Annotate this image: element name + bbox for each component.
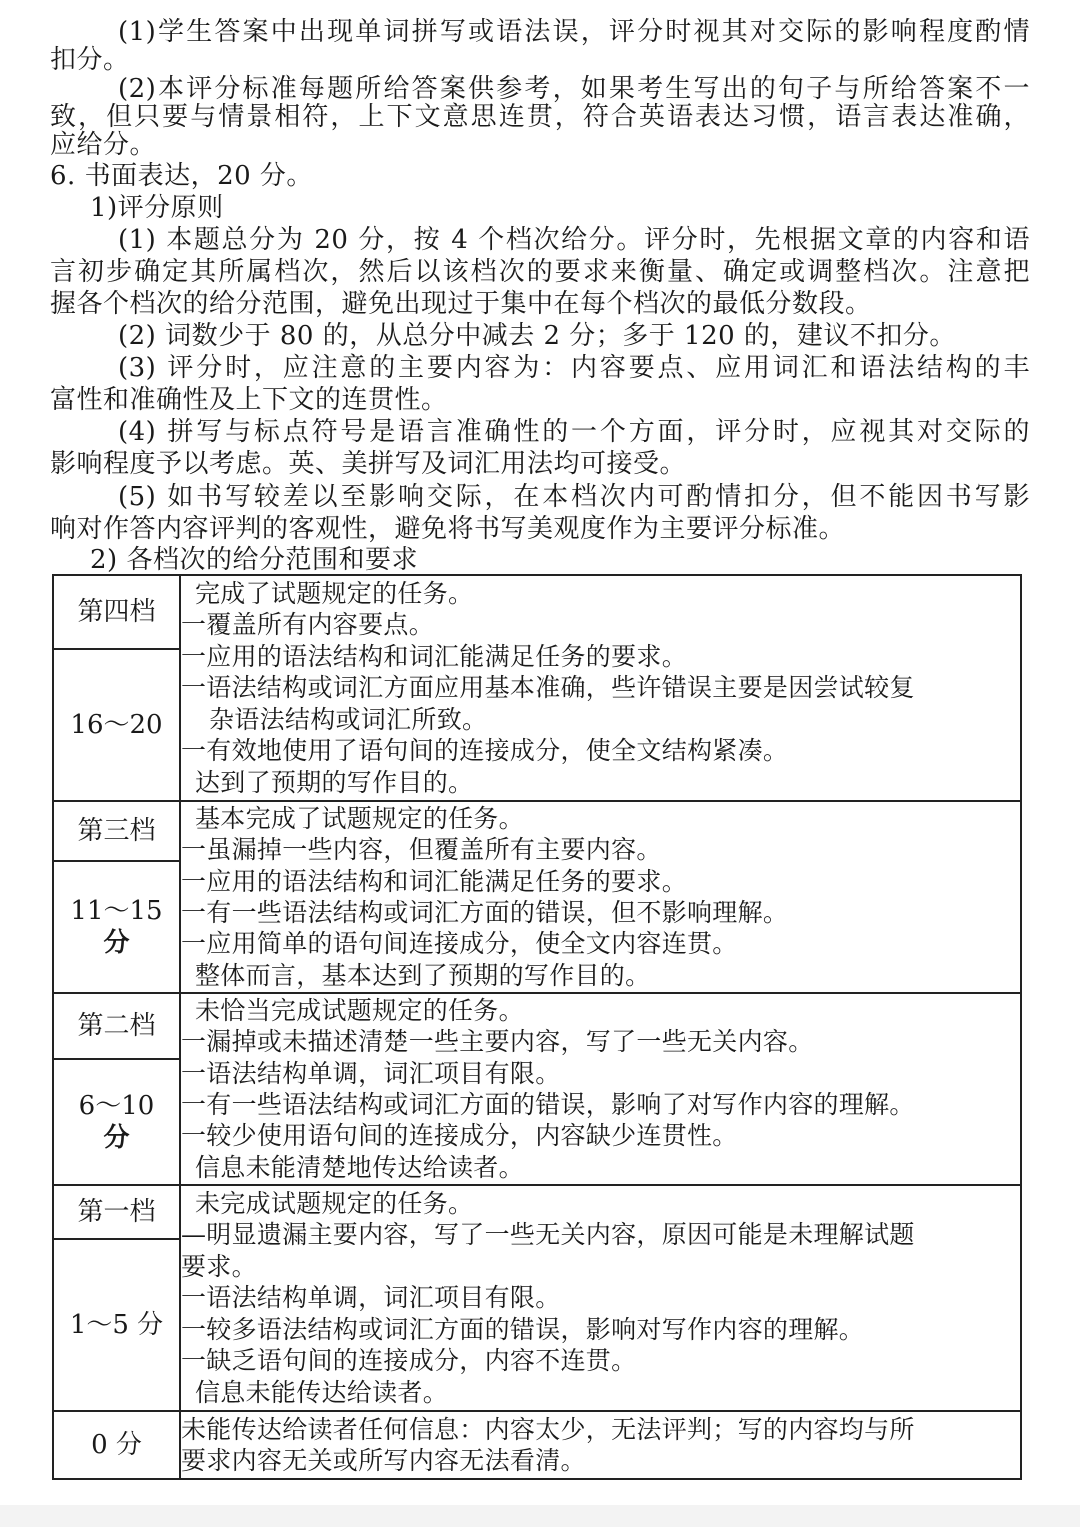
tier-1-item-1a: —明显遗漏主要内容，写了一些无关内容，原因可能是未理解试题 bbox=[181, 1220, 915, 1250]
tier-0-range: 0 分 bbox=[53, 1411, 180, 1479]
rule-4-line-1: (4) 拼写与标点符号是语言准确性的一个方面，评分时，应视其对交际的 bbox=[118, 417, 1030, 447]
tier-3-range-cell bbox=[53, 861, 180, 993]
tier-0-line-2: 要求内容无关或所写内容无法看清。 bbox=[181, 1446, 586, 1475]
tier-1-foot: 信息未能传达给读者。 bbox=[195, 1377, 449, 1407]
tier-4-description bbox=[180, 575, 1021, 801]
note-1-line-1: (1)学生答案中出现单词拼写或语法误，评分时视其对交际的影响程度酌情 bbox=[118, 17, 1030, 47]
tier-3-item-4: 一应用简单的语句间连接成分，使全文内容连贯。 bbox=[181, 929, 738, 959]
grading-rubric-table bbox=[52, 574, 1022, 1480]
tier-3-head: 基本完成了试题规定的任务。 bbox=[195, 803, 524, 833]
tier-2-item-3: 一有一些语法结构或词汇方面的错误，影响了对写作内容的理解。 bbox=[181, 1090, 915, 1119]
tier-4-item-3b: 杂语法结构或词汇所致。 bbox=[209, 704, 488, 734]
tier-3-foot: 整体而言，基本达到了预期的写作目的。 bbox=[195, 960, 651, 990]
scoring-principles-title: 1)评分原则 bbox=[90, 193, 224, 223]
tier-3-name: 第三档 bbox=[53, 801, 180, 861]
tier-4-item-2: 一应用的语法结构和词汇能满足任务的要求。 bbox=[181, 641, 688, 671]
tier-3-name-row bbox=[53, 801, 1021, 861]
tier-1-item-1b: 要求。 bbox=[181, 1251, 257, 1281]
rule-4-line-2: 影响程度予以考虑。英、美拼写及词汇用法均可接受。 bbox=[50, 449, 687, 479]
tier-2-range-unit: 分 bbox=[103, 1123, 130, 1153]
tier-2-name: 第二档 bbox=[53, 993, 180, 1059]
tier-3-item-2: 一应用的语法结构和词汇能满足任务的要求。 bbox=[181, 866, 688, 896]
tier-1-item-4: 一缺乏语句间的连接成分，内容不连贯。 bbox=[181, 1346, 637, 1376]
rule-1-line-3: 握各个档次的给分范围，避免出现过于集中在每个档次的最低分数段。 bbox=[50, 289, 872, 319]
note-2-line-1: (2)本评分标准每题所给答案供参考，如果考生写出的句子与所给答案不一 bbox=[118, 74, 1030, 104]
section-6-title: 6. 书面表达，20 分。 bbox=[50, 161, 313, 191]
tier-1-item-2: 一语法结构单调，词汇项目有限。 bbox=[181, 1283, 561, 1313]
rule-3-line-2: 富性和准确性及上下文的连贯性。 bbox=[50, 385, 448, 415]
note-2-line-3: 应给分。 bbox=[50, 130, 157, 160]
rule-1-line-2: 言初步确定其所属档次，然后以该档次的要求来衡量、确定或调整档次。注意把 bbox=[50, 257, 1030, 287]
tier-2-range-cell bbox=[53, 1059, 180, 1185]
tier-4-item-3a: 一语法结构或词汇方面应用基本准确，些许错误主要是因尝试较复 bbox=[181, 673, 915, 703]
tier-2-item-4: 一较少使用语句间的连接成分，内容缺少连贯性。 bbox=[181, 1121, 738, 1151]
tier-0-row bbox=[53, 1411, 1021, 1479]
tier-1-item-3: 一较多语法结构或词汇方面的错误，影响对写作内容的理解。 bbox=[181, 1314, 865, 1344]
tier-2-item-2: 一语法结构单调，词汇项目有限。 bbox=[181, 1058, 561, 1088]
tier-0-description bbox=[180, 1411, 1021, 1479]
grade-levels-title: 2) 各档次的给分范围和要求 bbox=[90, 545, 418, 575]
tier-1-head: 未完成试题规定的任务。 bbox=[195, 1189, 474, 1219]
rule-5-line-1: (5) 如书写较差以至影响交际，在本档次内可酌情扣分，但不能因书写影 bbox=[118, 482, 1030, 512]
tier-1-name-row bbox=[53, 1185, 1021, 1239]
page-bottom-edge bbox=[0, 1505, 1080, 1527]
note-2-line-2: 致，但只要与情景相符，上下文意思连贯，符合英语表达习惯，语言表达准确， bbox=[50, 102, 1030, 132]
tier-4-item-1: 一覆盖所有内容要点。 bbox=[181, 610, 435, 640]
rule-2-line-1: (2) 词数少于 80 的，从总分中减去 2 分；多于 120 的，建议不扣分。 bbox=[118, 321, 956, 351]
tier-2-range: 6～10 bbox=[78, 1091, 155, 1121]
tier-3-item-1: 一虽漏掉一些内容，但覆盖所有主要内容。 bbox=[181, 835, 662, 865]
tier-4-name-row bbox=[53, 575, 1021, 649]
tier-2-name-row bbox=[53, 993, 1021, 1059]
tier-0-line-1: 未能传达给读者任何信息：内容太少，无法评判；写的内容均与所 bbox=[181, 1414, 915, 1444]
tier-3-description bbox=[180, 801, 1021, 993]
rule-3-line-1: (3) 评分时，应注意的主要内容为：内容要点、应用词汇和语法结构的丰 bbox=[118, 353, 1030, 383]
tier-1-range: 1～5 分 bbox=[53, 1239, 180, 1411]
rule-1-line-1: (1) 本题总分为 20 分，按 4 个档次给分。评分时，先根据文章的内容和语 bbox=[118, 225, 1030, 255]
tier-4-range: 16～20 bbox=[53, 649, 180, 801]
rule-5-line-2: 响对作答内容评判的客观性，避免将书写美观度作为主要评分标准。 bbox=[50, 514, 846, 544]
tier-2-item-1: 一漏掉或未描述清楚一些主要内容，写了一些无关内容。 bbox=[181, 1027, 814, 1057]
tier-4-name: 第四档 bbox=[53, 575, 180, 649]
tier-2-foot: 信息未能清楚地传达给读者。 bbox=[195, 1152, 524, 1182]
tier-4-item-4: 一有效地使用了语句间的连接成分，使全文结构紧凑。 bbox=[181, 736, 789, 766]
tier-3-item-3: 一有一些语法结构或词汇方面的错误，但不影响理解。 bbox=[181, 898, 789, 927]
tier-2-head: 未恰当完成试题规定的任务。 bbox=[195, 995, 524, 1025]
tier-1-name: 第一档 bbox=[53, 1185, 180, 1239]
tier-3-range-unit: 分 bbox=[103, 928, 130, 958]
tier-1-description bbox=[180, 1185, 1021, 1411]
tier-3-range: 11～15 bbox=[70, 896, 163, 926]
note-1-line-2: 扣分。 bbox=[50, 45, 130, 75]
tier-2-description bbox=[180, 993, 1021, 1185]
tier-4-head: 完成了试题规定的任务。 bbox=[195, 579, 474, 609]
tier-4-foot: 达到了预期的写作目的。 bbox=[195, 767, 474, 797]
